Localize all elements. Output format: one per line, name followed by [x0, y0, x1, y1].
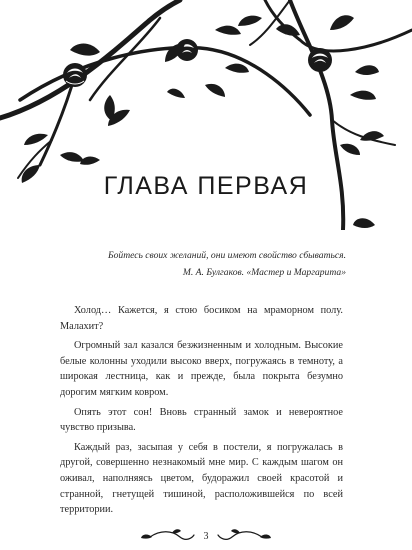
paragraph: Каждый раз, засыпая у себя в постели, я погружалась в другой, совершенно незнакомый мне мир. С каждым шагом он оживал, наполняясь цветом, будоражил своей красотой и странной, гнетущей тишиной, расположившейся по всей территории.: [60, 441, 343, 516]
rose-icon: [63, 63, 87, 87]
chapter-title: ГЛАВА ПЕРВАЯ: [103, 172, 309, 200]
page-number: 3: [203, 531, 209, 542]
paragraph: Холод… Кажется, я стою босиком на мраморном полу. Малахит?: [60, 305, 343, 332]
epigraph-attribution: М. А. Булгаков. «Мастер и Маргарита»: [182, 266, 346, 278]
epigraph-quote: Бойтесь своих желаний, они имеют свойство сбываться.: [107, 250, 346, 261]
chapter-body: [60, 303, 343, 522]
paragraph: Опять этот сон! Вновь странный замок и невероятное чувство призыва.: [60, 406, 343, 434]
paragraph: Огромный зал казался безжизненным и холодным. Высокие белые колонны уходили высоко вверх, погружаясь в темноту, а широкая лестница, как и прежде, была покрыта безумно дорогим мягким ковром.: [60, 340, 343, 398]
rose-icon: [308, 48, 332, 72]
epigraph: [46, 248, 346, 281]
